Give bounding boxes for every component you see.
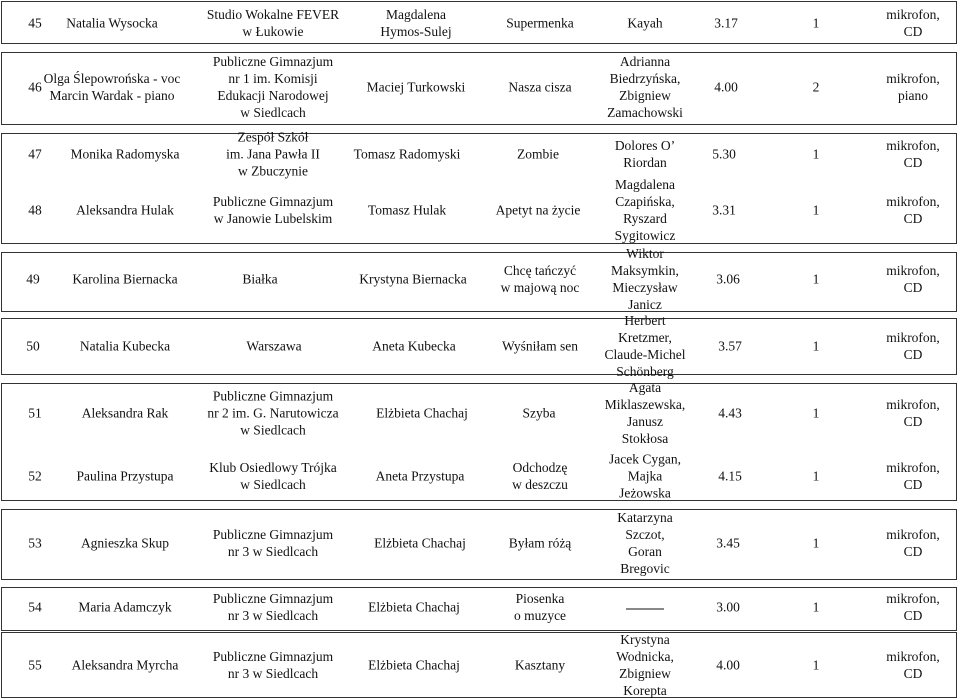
cell-line: Publiczne Gimnazjum xyxy=(212,649,334,664)
cell-count: 1 xyxy=(812,657,820,673)
cell-line: Nasza cisza xyxy=(508,79,572,95)
cell-teacher xyxy=(374,535,466,552)
cell-line: Kayah xyxy=(627,15,663,31)
cell-line: Adrianna xyxy=(619,54,671,69)
cell-count: 1 xyxy=(812,535,820,551)
cell-line: Tomasz Radomyski xyxy=(353,146,461,162)
cell-line: piano xyxy=(898,88,928,103)
cell-line: nr 3 w Siedlcach xyxy=(227,544,319,559)
cell-song xyxy=(508,79,571,96)
cell-count: 1 xyxy=(812,468,820,484)
cell-line: CD xyxy=(903,544,923,559)
cell-song xyxy=(496,202,581,219)
cell-line: Herbert xyxy=(624,313,666,328)
cell-line: Biedrzyńska, xyxy=(609,71,681,86)
cell-time: 3.06 xyxy=(716,271,740,287)
cell-line: Studio Wokalne FEVER xyxy=(206,7,340,22)
cell-time: 5.30 xyxy=(712,146,736,162)
cell-line: Krystyna Biernacka xyxy=(359,271,467,287)
cell-count: 1 xyxy=(812,15,820,31)
cell-line: Supermenka xyxy=(506,15,574,31)
cell-line: CD xyxy=(903,155,923,170)
cell-line: Aleksandra Hulak xyxy=(76,202,174,218)
cell-no: 47 xyxy=(28,146,42,162)
cell-name xyxy=(80,338,170,355)
cell-teacher xyxy=(368,202,446,219)
cell-line: Warszawa xyxy=(246,338,302,354)
cell-line: nr 1 im. Komisji xyxy=(228,71,318,86)
cell-no: 45 xyxy=(28,15,42,31)
cell-no: 53 xyxy=(28,535,42,551)
cell-line: Klub Osiedlowy Trójka xyxy=(209,460,337,475)
cell-line: Janusz xyxy=(626,414,663,429)
cell-line: Jacek Cygan, xyxy=(609,451,681,467)
cell-name xyxy=(72,657,179,674)
cell-equipment xyxy=(886,329,940,363)
cell-equipment xyxy=(886,590,940,624)
cell-line: w deszczu xyxy=(512,477,568,492)
cell-no: 52 xyxy=(28,468,42,484)
cell-author xyxy=(626,599,664,616)
cell-line: Katarzyna xyxy=(617,510,673,525)
cell-line: Elżbieta Chachaj xyxy=(368,599,460,615)
cell-time: 3.31 xyxy=(712,202,736,218)
cell-author xyxy=(609,451,681,502)
cell-time: 4.43 xyxy=(718,405,742,421)
cell-school xyxy=(246,338,301,355)
cell-no: 51 xyxy=(28,405,42,421)
cell-line: w Siedlcach xyxy=(240,477,306,492)
cell-song xyxy=(523,405,556,422)
cell-count: 1 xyxy=(812,271,820,287)
cell-line: Schönberg xyxy=(616,364,674,379)
cell-teacher xyxy=(367,79,466,96)
cell-name xyxy=(81,535,169,552)
cell-teacher xyxy=(359,271,467,288)
cell-no: 54 xyxy=(28,599,42,615)
cell-equipment xyxy=(886,648,940,682)
cell-line: CD xyxy=(903,666,923,681)
cell-line: CD xyxy=(903,608,923,623)
cell-author xyxy=(617,509,672,577)
cell-author xyxy=(605,379,686,447)
cell-line: Byłam różą xyxy=(508,535,572,551)
cell-line: Publiczne Gimnazjum xyxy=(212,591,334,606)
cell-line: Zbigniew xyxy=(619,666,671,681)
cell-line: w Janowie Lubelskim xyxy=(213,211,333,226)
cell-count: 2 xyxy=(812,79,820,95)
cell-count: 1 xyxy=(812,405,820,421)
cell-line: Chcę tańczyć xyxy=(503,263,577,278)
cell-no: 48 xyxy=(28,202,42,218)
cell-line: Aneta Przystupa xyxy=(375,468,465,484)
cell-school xyxy=(226,129,320,180)
cell-line: Zespół Szkół xyxy=(237,129,309,145)
cell-line: Majka xyxy=(627,468,663,484)
cell-count: 1 xyxy=(812,338,820,354)
cell-count: 1 xyxy=(812,599,820,615)
cell-school xyxy=(213,648,333,682)
cell-teacher xyxy=(354,146,461,163)
cell-line: Agnieszka Skup xyxy=(80,535,170,551)
cell-author xyxy=(611,245,679,313)
cell-line: nr 2 im. G. Narutowicza xyxy=(207,405,339,421)
cell-teacher xyxy=(372,338,456,355)
cell-line: Magdalena xyxy=(615,177,675,192)
cell-line: mikrofon, xyxy=(886,649,940,664)
cell-song xyxy=(512,459,568,493)
cell-line: Publiczne Gimnazjum xyxy=(212,527,334,542)
cell-no: 46 xyxy=(28,79,42,95)
cell-name xyxy=(70,146,179,163)
cell-line: w Siedlcach xyxy=(240,105,306,120)
cell-school xyxy=(209,459,337,493)
cell-line: Tomasz Hulak xyxy=(367,202,447,218)
cell-line: Monika Radomyska xyxy=(70,146,180,162)
cell-line: Elżbieta Chachaj xyxy=(376,405,468,421)
cell-school xyxy=(213,193,333,227)
cell-line: w Łukowie xyxy=(242,24,304,39)
cell-line: o muzyce xyxy=(513,608,567,623)
cell-line: Korepta xyxy=(623,683,667,698)
cell-line: mikrofon, xyxy=(886,397,940,412)
cell-line: Natalia Kubecka xyxy=(79,338,171,354)
cell-line: Szczot, xyxy=(625,527,665,542)
cell-line: Jeżowska xyxy=(619,485,671,501)
cell-time: 3.45 xyxy=(716,535,740,551)
cell-line: Dolores O’ xyxy=(614,138,676,153)
cell-line: w majową noc xyxy=(500,280,580,295)
cell-line: mikrofon, xyxy=(886,330,940,345)
cell-line: im. Jana Pawła II xyxy=(226,146,320,162)
cell-line: Aleksandra Rak xyxy=(81,405,169,421)
cell-line: w Siedlcach xyxy=(240,422,306,438)
cell-song xyxy=(509,535,572,552)
cell-line: Magdalena xyxy=(386,7,446,22)
cell-line: Bregovic xyxy=(620,561,670,576)
cell-line: Elżbieta Chachaj xyxy=(368,657,460,673)
cell-line: mikrofon, xyxy=(886,138,940,153)
cell-line: CD xyxy=(903,347,923,362)
cell-line: Maria Adamczyk xyxy=(78,599,172,615)
cell-line: CD xyxy=(903,211,923,226)
cell-line: Czapińska, xyxy=(615,194,675,209)
cell-equipment xyxy=(886,193,940,227)
cell-teacher xyxy=(368,657,460,674)
cell-line: mikrofon, xyxy=(886,7,940,22)
cell-line: Maksymkin, xyxy=(611,263,679,278)
cell-line: Olga Ślepowrońska - voc xyxy=(43,71,181,86)
cell-author xyxy=(627,15,662,32)
cell-line: CD xyxy=(903,414,923,429)
cell-teacher xyxy=(380,6,451,40)
cell-line: Piosenka xyxy=(515,591,565,606)
cell-time: 3.17 xyxy=(714,15,738,31)
cell-line: Maciej Turkowski xyxy=(366,79,466,95)
cell-name xyxy=(78,599,171,616)
cell-line: Edukacji Narodowej xyxy=(217,88,329,103)
cell-name xyxy=(76,468,173,485)
cell-line: Natalia Wysocka xyxy=(66,15,158,31)
cell-line: Zamachowski xyxy=(607,105,683,120)
cell-line: Paulina Przystupa xyxy=(76,468,174,484)
cell-school xyxy=(207,388,338,439)
cell-song xyxy=(506,15,573,32)
cell-line: Marcin Wardak - piano xyxy=(49,88,175,103)
cell-line: Agata xyxy=(628,380,662,395)
cell-equipment xyxy=(886,262,940,296)
cell-line: Wyśniłam sen xyxy=(501,338,579,354)
cell-name xyxy=(72,271,177,288)
cell-time: 3.00 xyxy=(716,599,740,615)
cell-teacher xyxy=(376,405,468,422)
cell-school xyxy=(213,53,333,121)
cell-equipment xyxy=(886,6,940,40)
cell-line: Białka xyxy=(242,271,278,287)
cell-teacher xyxy=(368,599,460,616)
cell-line: Karolina Biernacka xyxy=(72,271,178,287)
cell-line: Zombie xyxy=(517,146,559,162)
cell-line: mikrofon, xyxy=(886,527,940,542)
cell-author xyxy=(607,53,683,121)
cell-line: Sygitowicz xyxy=(614,228,676,243)
cell-time: 4.00 xyxy=(716,657,740,673)
cell-line: Publiczne Gimnazjum xyxy=(212,388,334,404)
cell-no: 55 xyxy=(28,657,42,673)
cell-name xyxy=(66,15,158,32)
cell-time: 3.57 xyxy=(718,338,742,354)
cell-line: Claude-Michel xyxy=(604,347,686,362)
cell-line: Mieczysław xyxy=(612,280,678,295)
cell-line: Miklaszewska, xyxy=(604,397,686,412)
cell-no: 50 xyxy=(26,338,40,354)
cell-line: Kasztany xyxy=(514,657,566,673)
cell-teacher xyxy=(376,468,465,485)
cell-count: 1 xyxy=(812,202,820,218)
cell-school xyxy=(207,6,339,40)
cell-line: Ryszard xyxy=(623,211,667,226)
cell-time: 4.00 xyxy=(714,79,738,95)
cell-name xyxy=(76,202,174,219)
cell-line: CD xyxy=(903,24,923,39)
cell-author xyxy=(605,312,686,380)
cell-equipment xyxy=(886,459,940,493)
cell-school xyxy=(213,590,333,624)
cell-equipment xyxy=(886,396,940,430)
cell-no: 49 xyxy=(26,271,40,287)
cell-line: Riordan xyxy=(623,155,667,170)
cell-line: mikrofon, xyxy=(886,591,940,606)
cell-line: Aneta Kubecka xyxy=(372,338,456,354)
cell-time: 4.15 xyxy=(718,468,742,484)
cell-line: Apetyt na życie xyxy=(495,202,581,218)
cell-song xyxy=(502,338,578,355)
cell-line: Hymos-Sulej xyxy=(380,24,452,39)
cell-line: nr 3 w Siedlcach xyxy=(227,608,319,623)
cell-line: nr 3 w Siedlcach xyxy=(227,666,319,681)
cell-song xyxy=(515,657,565,674)
cell-line: Odchodzę xyxy=(512,460,568,475)
cell-song xyxy=(514,590,566,624)
cell-line: Wodnicka, xyxy=(616,649,674,664)
cell-line: Goran xyxy=(628,544,662,559)
cell-line: CD xyxy=(903,477,923,492)
cell-line: Krystyna xyxy=(620,632,670,647)
cell-line: Aleksandra Myrcha xyxy=(71,657,179,673)
cell-line: Janicz xyxy=(628,297,662,312)
cell-line: Stokłosa xyxy=(621,431,669,446)
cell-author xyxy=(615,137,675,171)
cell-line: Szyba xyxy=(522,405,556,421)
cell-line: mikrofon, xyxy=(886,194,940,209)
cell-line: Kretzmer, xyxy=(618,330,672,345)
cell-line: Publiczne Gimnazjum xyxy=(212,194,334,209)
cell-line: mikrofon, xyxy=(886,263,940,278)
cell-line: CD xyxy=(903,280,923,295)
cell-author xyxy=(616,631,674,699)
cell-line: Elżbieta Chachaj xyxy=(374,535,466,551)
cell-line: Wiktor xyxy=(626,246,664,261)
cell-equipment xyxy=(886,137,940,171)
cell-song xyxy=(517,146,559,163)
cell-equipment xyxy=(886,70,940,104)
cell-line: mikrofon, xyxy=(886,460,940,475)
cell-line: w Zbuczynie xyxy=(237,163,309,179)
cell-school xyxy=(213,526,333,560)
blank-line xyxy=(626,607,664,609)
cell-author xyxy=(615,176,676,244)
cell-line: Zbigniew xyxy=(619,88,671,103)
cell-name xyxy=(82,405,169,422)
cell-equipment xyxy=(886,526,940,560)
cell-song xyxy=(501,262,580,296)
cell-count: 1 xyxy=(812,146,820,162)
cell-line: mikrofon, xyxy=(886,71,940,86)
cell-line: Publiczne Gimnazjum xyxy=(212,54,334,69)
cell-name xyxy=(44,70,181,104)
cell-school xyxy=(242,271,277,288)
